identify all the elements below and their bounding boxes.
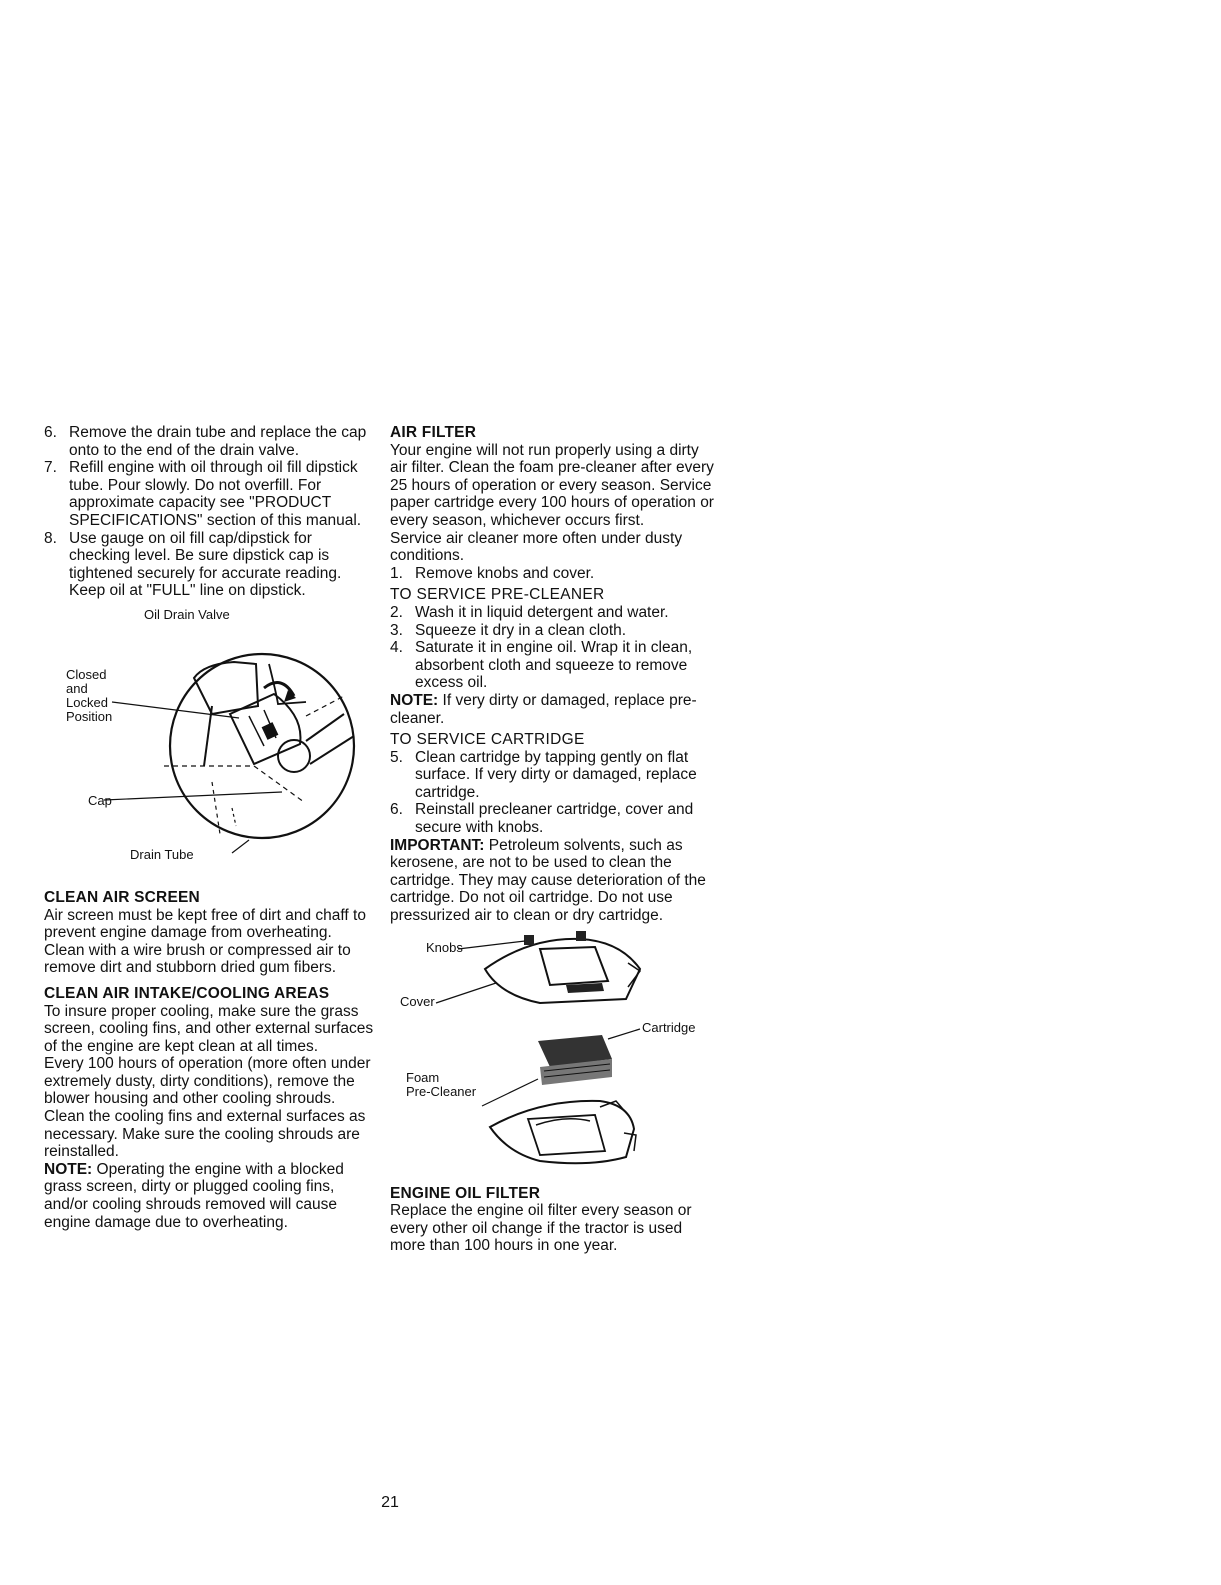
step-number: 7. <box>44 459 57 477</box>
step-number: 3. <box>390 621 403 639</box>
step-number: 5. <box>390 748 403 766</box>
step-number: 8. <box>44 529 57 547</box>
oil-drain-valve-illustration <box>44 606 374 881</box>
subheading: TO SERVICE CARTRIDGE <box>390 731 585 749</box>
paragraph: Every 100 hours of operation (more often under extremely dusty, dirty conditions), remove the blower housing and other cooling shrouds. Clean the cooling fins and external surfaces as necessary. Make sure the cooling shrouds are reinstalled. <box>44 1055 371 1161</box>
step-number: 1. <box>390 564 403 582</box>
right-column <box>390 424 720 1255</box>
note-paragraph <box>44 1161 374 1231</box>
section-heading: ENGINE OIL FILTER <box>390 1184 541 1202</box>
cartridge-steps <box>390 749 720 837</box>
step-number: 4. <box>390 639 403 657</box>
note-text: If very dirty or damaged, replace pre-cleaner. <box>390 691 697 727</box>
step-text: Reinstall precleaner cartridge, cover and secure with knobs. <box>415 801 694 837</box>
air-filter-steps <box>390 565 720 583</box>
note-text: Operating the engine with a blocked grass screen, dirty or plugged cooling fins, and/or cooling shrouds removed will cause engine damage due to overheating. <box>44 1160 344 1231</box>
section-heading: CLEAN AIR SCREEN <box>44 888 200 906</box>
label-cover: Cover <box>400 993 435 1009</box>
step-number: 2. <box>390 603 403 621</box>
important-paragraph <box>390 837 720 925</box>
label-closed-locked: Closed and Locked Position <box>66 666 113 724</box>
oil-drain-valve-figure <box>44 606 374 881</box>
section-heading: AIR FILTER <box>390 424 477 441</box>
label-cartridge: Cartridge <box>642 1019 696 1035</box>
step-text: Squeeze it dry in a clean cloth. <box>415 621 627 639</box>
left-column <box>44 424 374 1231</box>
list-item <box>390 639 720 692</box>
page-number: 21 <box>381 1494 399 1511</box>
label-knobs: Knobs <box>426 939 463 955</box>
paragraph: Service air cleaner more often under dusty conditions. <box>390 529 683 565</box>
list-item <box>390 749 720 802</box>
step-text: Remove the drain tube and replace the cap onto to the end of the drain valve. <box>69 424 367 459</box>
step-text: Saturate it in engine oil. Wrap it in clean, absorbent cloth and squeeze to remove excess oil. <box>415 639 693 692</box>
label-drain-tube: Drain Tube <box>130 846 194 862</box>
list-item <box>390 565 720 583</box>
step-text: Wash it in liquid detergent and water. <box>415 603 669 621</box>
oil-change-steps <box>44 424 374 600</box>
section-heading: CLEAN AIR INTAKE/COOLING AREAS <box>44 984 330 1002</box>
list-item <box>44 530 374 600</box>
list-item <box>390 801 720 836</box>
paragraph: Your engine will not run properly using a dirty air filter. Clean the foam pre-cleaner after every 25 hours of operation or every season. Service paper cartridge every 100 hours of operation or every season, whichever occurs first. <box>390 441 714 529</box>
paragraph: To insure proper cooling, make sure the grass screen, cooling fins, and other external surfaces of the engine are kept clean at all times. <box>44 1002 374 1055</box>
pre-cleaner-steps <box>390 604 720 692</box>
paragraph: Air screen must be kept free of dirt and chaff to prevent engine damage from overheating. Clean with a wire brush or compressed air to remove dirt and stubborn dried gum fibers. <box>44 906 366 977</box>
list-item <box>390 622 720 640</box>
note-label: NOTE: <box>390 691 439 709</box>
paragraph: Replace the engine oil filter every season or every other oil change if the tractor is used more than 100 hours in one year. <box>390 1202 692 1255</box>
figure-title: Oil Drain Valve <box>144 606 230 622</box>
label-foam-pre-cleaner: Foam Pre-Cleaner <box>406 1069 477 1099</box>
step-text: Clean cartridge by tapping gently on flat surface. If very dirty or damaged, replace cartridge. <box>415 748 697 801</box>
list-item <box>44 459 374 529</box>
step-text: Use gauge on oil fill cap/dipstick for checking level. Be sure dipstick cap is tightened securely for accurate reading. Keep oil at "FULL" line on dipstick. <box>69 529 342 600</box>
list-item <box>44 424 374 459</box>
step-number: 6. <box>390 801 403 819</box>
important-label: IMPORTANT: <box>390 836 485 854</box>
note-label: NOTE: <box>44 1160 93 1178</box>
label-cap: Cap <box>88 792 112 808</box>
air-cleaner-exploded-illustration <box>390 929 720 1177</box>
subheading: TO SERVICE PRE-CLEANER <box>390 586 605 604</box>
note-paragraph <box>390 692 720 727</box>
step-number: 6. <box>44 424 57 441</box>
list-item <box>390 604 720 622</box>
step-text: Remove knobs and cover. <box>415 564 595 582</box>
step-text: Refill engine with oil through oil fill dipstick tube. Pour slowly. Do not overfill. For approximate capacity see "PRODUCT SPECIFICATIONS" section of this manual. <box>69 459 362 529</box>
important-text: Petroleum solvents, such as kerosene, are not to be used to clean the cartridge. They may cause deterioration of the cartridge. Do not oil cartridge. Do not use pressurized air to clean or dry cartridge. <box>390 836 706 925</box>
air-cleaner-figure <box>390 929 720 1177</box>
